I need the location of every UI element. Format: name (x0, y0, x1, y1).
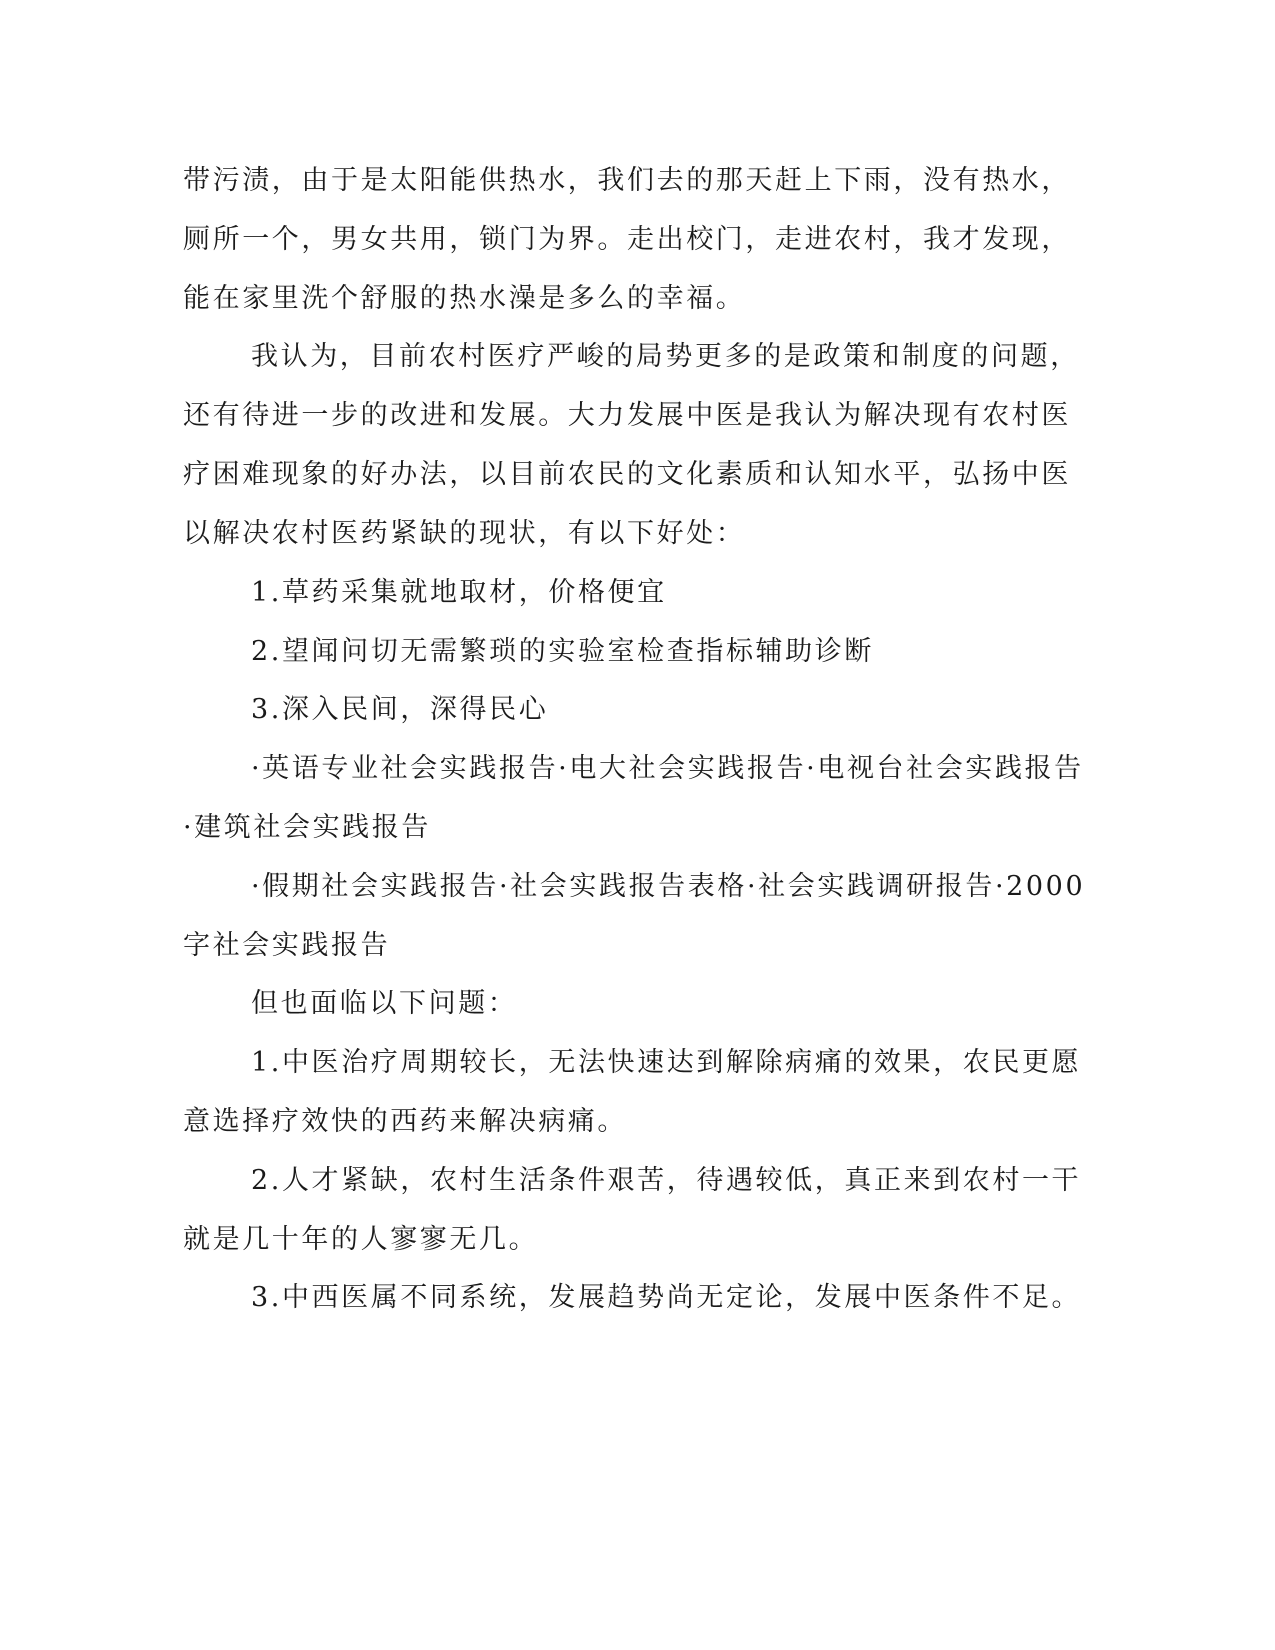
text-line: 还有待进一步的改进和发展。大力发展中医是我认为解决现有农村医 (183, 400, 1071, 431)
list-item: 2.望闻问切无需繁琐的实验室检查指标辅助诊断 (251, 636, 874, 667)
text-line: 厕所一个，男女共用，锁门为界。走出校门，走进农村，我才发现， (183, 224, 1071, 255)
text-line: 意选择疗效快的西药来解决病痛。 (183, 1106, 627, 1137)
text-line: 带污渍，由于是太阳能供热水，我们去的那天赶上下雨，没有热水， (183, 165, 1071, 196)
text-line: 以解决农村医药紧缺的现状，有以下好处： (183, 518, 746, 549)
text-line: 就是几十年的人寥寥无几。 (183, 1224, 539, 1255)
list-item: 1.草药采集就地取材，价格便宜 (251, 577, 667, 608)
text-line: 能在家里洗个舒服的热水澡是多么的幸福。 (183, 283, 746, 314)
list-item: 3.中西医属不同系统，发展趋势尚无定论，发展中医条件不足。 (251, 1282, 1082, 1313)
related-links-line: ·假期社会实践报告·社会实践报告表格·社会实践调研报告·2000 (251, 871, 1086, 902)
list-item: 1.中医治疗周期较长，无法快速达到解除病痛的效果，农民更愿 (251, 1047, 1082, 1078)
paragraph-start: 我认为，目前农村医疗严峻的局势更多的是政策和制度的问题， (251, 341, 1080, 372)
related-links-line: ·建筑社会实践报告 (183, 812, 431, 843)
related-links-line: 字社会实践报告 (183, 930, 391, 961)
list-item: 3.深入民间，深得民心 (251, 694, 549, 725)
related-links-line: ·英语专业社会实践报告·电大社会实践报告·电视台社会实践报告 (251, 753, 1084, 784)
list-item: 2.人才紧缺，农村生活条件艰苦，待遇较低，真正来到农村一干 (251, 1165, 1082, 1196)
paragraph-start: 但也面临以下问题： (251, 988, 518, 1019)
text-line: 疗困难现象的好办法，以目前农民的文化素质和认知水平，弘扬中医 (183, 459, 1071, 490)
